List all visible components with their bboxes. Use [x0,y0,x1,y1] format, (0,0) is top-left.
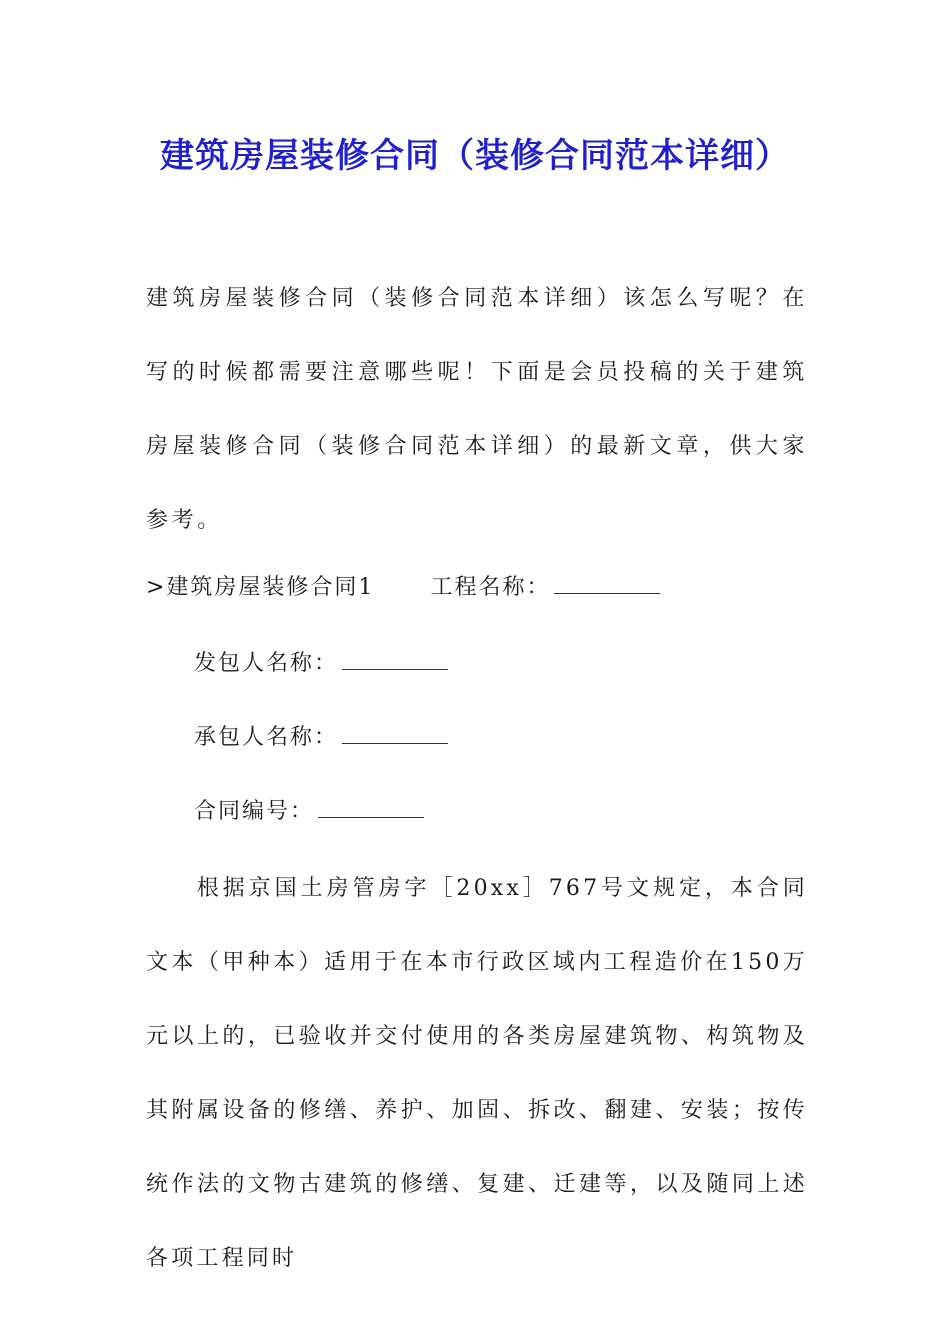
employer-label: 发包人名称： [194,651,339,676]
project-name-blank[interactable] [554,575,660,594]
contract-heading: >建筑房屋装修合同1 [146,575,375,600]
employer-line [194,646,448,677]
project-name-label: 工程名称： [430,575,551,600]
contract-no-blank[interactable] [318,799,424,818]
intro-paragraph: 建筑房屋装修合同（装修合同范本详细）该怎么写呢？在写的时候都需要注意哪些呢！下面是会员投稿的关于建筑房屋装修合同（装修合同范本详细）的最新文章，供大家参考。 [146,286,808,533]
contract-heading-line [146,570,660,601]
body-paragraph: 根据京国土房管房字［20xx］767号文规定，本合同文本（甲种本）适用于在本市行政区域内工程造价在150万元以上的，已验收并交付使用的各类房屋建筑物、构筑物及其附属设备的修缮、养护、加固、拆改、翻建、安装；按传统作法的文物古建筑的修缮、复建、迁建等，以及随同上述各项工程同时 [146,876,808,1271]
contractor-line [194,720,448,751]
contractor-label: 承包人名称： [194,725,339,750]
contract-no-label: 合同编号： [194,799,315,824]
contract-no-line [194,794,424,825]
contractor-blank[interactable] [342,725,448,744]
body-paragraph-container [146,852,808,1296]
employer-blank[interactable] [342,651,448,670]
document-title: 建筑房屋装修合同（装修合同范本详细） [160,136,790,176]
